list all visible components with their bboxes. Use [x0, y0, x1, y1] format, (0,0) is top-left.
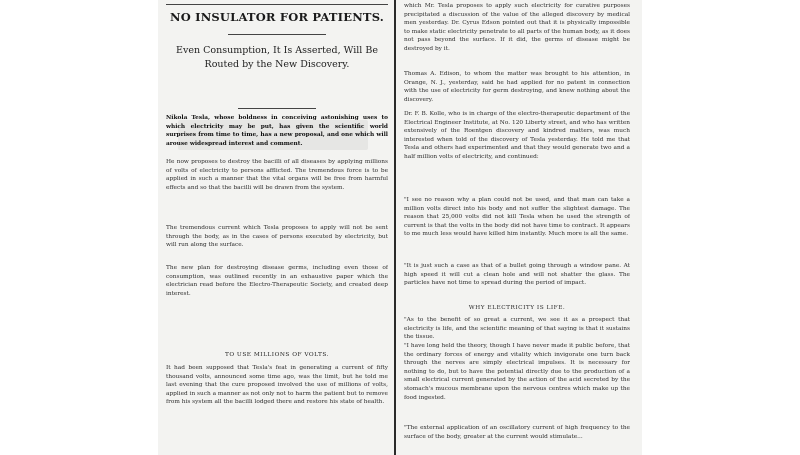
body-paragraph: It had been supposed that Tesla's feat in generating a current of fifty thousand volts, announced some time ago, was the limit, but he told me last evening that the cure proposed involved the use of millions of volts, applied in such a manner as not only not to harm the patient but to remove from his system all the bacilli lodged there and restore his state of health.	[166, 365, 388, 406]
lead-paragraph: Nikola Tesla, whose boldness in conceiving astonishing uses to which electricity may be put, has given the scientific world surprises from time to time, has a new proposal, and one which will arouse widespread interest and comment.	[166, 115, 388, 147]
right-column	[404, 0, 630, 455]
left-column	[166, 0, 388, 455]
body-paragraph: "It is just such a case as that of a bullet going through a window pane. At high speed it will cut a clean hole and will not shatter the glass. The particles have not time to spread during the period of impact.	[404, 263, 630, 287]
body-paragraph: "The external application of an oscillatory current of high frequency to the surface of the body, greater at the current would stimulate...	[404, 425, 630, 440]
section-heading: TO USE MILLIONS OF VOLTS.	[224, 352, 330, 358]
body-paragraph: He now proposes to destroy the bacilli of all diseases by applying millions of volts of electricity to persons afflicted. The tremendous force is to be applied in such a manner that the vital organs will be free from harmful effects and so that the bacilli will be drawn from the system.	[166, 159, 388, 191]
body-paragraph: Thomas A. Edison, to whom the matter was brought to his attention, in Orange, N. J., yesterday, said he had applied for no patent in connection with the use of electricity for germ destroying, and knew nothing about the discovery.	[404, 71, 630, 103]
headline: NO INSULATOR FOR PATIENTS.	[170, 10, 384, 24]
newspaper-clipping	[158, 0, 642, 455]
body-paragraph: Dr. F. B. Kolle, who is in charge of the electro-therapeutic department of the Electrical Engineer Institute, at No. 120 Liberty street, and who has written extensively of the Roentgen discovery and kindred matters, was much interested when told of the discovery of Tesla yesterday. He told me that Tesla and others had experimented and that they would generate two and a half million volts of electricity, and continued:	[404, 111, 630, 160]
subheadline: Even Consumption, It Is Asserted, Will Be Routed by the New Discovery.	[176, 45, 378, 70]
print-smudge	[178, 120, 368, 150]
body-paragraph: The new plan for destroying disease germs, including even those of consumption, was outlined recently in an exhaustive paper which the electrician read before the Electro-Therapeutic Society, and created deep interest.	[166, 265, 388, 297]
section-heading: WHY ELECTRICITY IS LIFE.	[468, 305, 566, 311]
body-paragraph: "As to the benefit of so great a current, we see it as a prospect that electricity is life, and the scientific meaning of that saying is that it sustains the tissue.	[404, 317, 630, 341]
body-paragraph: "I have long held the theory, though I have never made it public before, that the ordinary forces of energy and vitality which invigorate one turn back through the nerves are simply electrical impulses. It is necessary for nothing to do, but to have the potential directly due to the production of a small electrical current generated by the action of the acid secreted by the stomach's mucous membrane upon the nervous centres which make up the food ingested.	[404, 343, 630, 401]
column-rule	[394, 0, 396, 455]
body-paragraph: which Mr. Tesla proposes to apply such electricity for curative purposes precipitated a discussion of the value of the alleged discovery by medical men yesterday. Dr. Cyrus Edson pointed out that it is physically impossible to make static electricity penetrate to all parts of the human body, as it does not pass beyond the surface. If it did, the germs of disease might be destroyed by it.	[404, 3, 630, 52]
body-paragraph: "I see no reason why a plan could not be used, and that man can take a million volts direct into his body and not suffer the slightest damage. The reason that 25,000 volts did not kill Tesla when he used the strength of current is that the volts in the body did not have time to contract. It appears to me much less would have killed him instantly. Much more is all the same.	[404, 197, 630, 238]
body-paragraph: The tremendous current which Tesla proposes to apply will not be sent through the body, as in the cases of persons executed by electricity, but will run along the surface.	[166, 225, 388, 249]
